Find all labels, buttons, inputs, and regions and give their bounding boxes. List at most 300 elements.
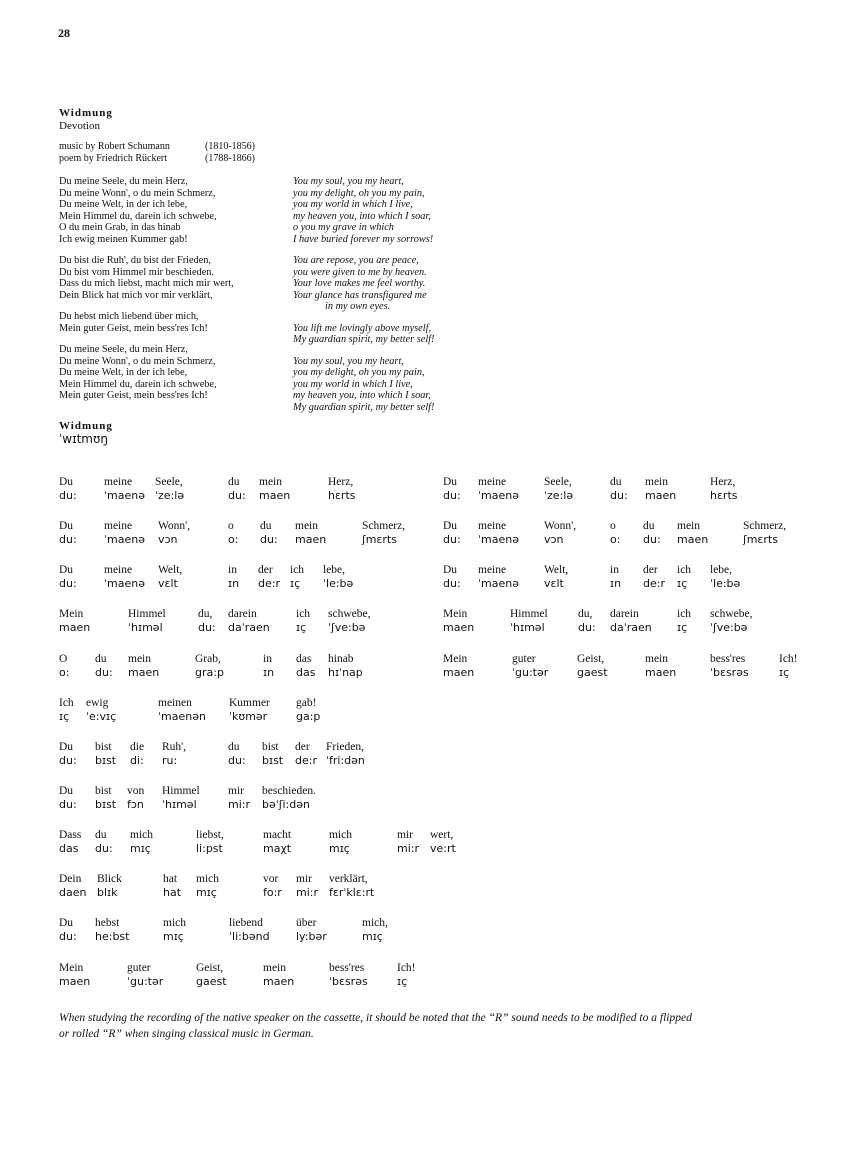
footer-note: When studying the recording of the native speaker on the cassette, it should be noted that the “R” sound needs to be modified to a flipped or rolled “R” when singing classical music in German. [59,1012,692,1040]
phonetic-word [128,653,159,680]
ipa-word: du: [59,798,77,811]
phonetic-word [59,829,81,856]
credit-text: music by Robert Schumann [59,141,170,152]
phonetic-word [329,873,374,900]
ipa-word: ˈgu:tər [127,975,164,988]
ipa-word: du: [228,489,246,502]
german-word: Dass [59,829,82,841]
german-word: du [643,520,655,532]
german-word: gab! [296,697,317,709]
phonetic-word [296,917,327,944]
phonetic-word [59,653,69,680]
german-word: Du [443,564,458,576]
ipa-word: ɪç [779,666,790,679]
phonetic-word [59,608,90,635]
phonetic-word [478,476,519,503]
phonetic-word [228,741,246,768]
german-word: in [228,564,237,576]
german-word: du [260,520,272,532]
ipa-word: du: [198,621,216,634]
phonetic-word [430,829,456,856]
stanza [293,356,434,414]
german-word: ewig [86,697,109,709]
phonetic-word [443,476,461,503]
poem-line: Du hebst mich liebend über mich, [59,311,199,322]
poem-line: My guardian spirit, my better self! [293,334,435,345]
german-word: meine [478,564,507,576]
ipa-word: du: [610,489,628,502]
ipa-word: ɪn [228,577,240,590]
german-word: Kummer [229,697,270,709]
ipa-word: das [296,666,316,679]
poem-line: Mein guter Geist, mein bess'res Ich! [59,322,208,334]
phonetic-word [196,962,227,989]
ipa-word: mɪç [130,842,151,855]
phonetic-word [95,829,113,856]
german-word: der [295,741,310,753]
german-word: Ich! [397,962,416,974]
ipa-word: ˈmaenə [104,489,145,502]
phonetic-word [163,873,181,900]
ipa-word: gaest [196,975,227,988]
poem-line: O du mein Grab, in das hinab [59,222,181,233]
german-word: Du [59,520,74,532]
stanza [293,323,434,346]
phonetic-word [329,962,368,989]
phonetic-word [328,653,363,680]
ipa-word: maen [443,666,475,679]
german-word: Geist, [196,962,224,974]
phonetic-word [229,697,270,724]
phonetic-word [95,785,116,812]
phonetic-word [710,653,749,680]
ipa-word: maen [59,621,91,634]
phonetic-word [645,476,676,503]
ipa-word: ˈkʊmər [229,710,268,723]
phonetic-word [443,608,474,635]
ipa-word: du: [95,666,113,679]
ipa-word: daˈraen [228,621,270,634]
german-word: Welt, [544,564,569,576]
phonetic-word [677,564,691,591]
german-word: du [228,741,240,753]
phonetic-word [228,608,270,635]
german-word: liebst, [196,829,224,841]
ipa-word: ɪç [397,975,408,988]
phonetic-word [478,564,519,591]
poem-line: you my world in which I live, [293,199,413,210]
phonetic-word [743,520,786,547]
phonetic-word [323,564,353,591]
ipa-word: o: [228,533,239,546]
german-word: verklärt, [329,873,368,885]
ipa-word: mi:r [397,842,419,855]
german-word: Himmel [128,608,166,620]
phonetic-word [677,520,708,547]
ipa-word: o: [59,666,70,679]
german-word: hinab [328,653,354,665]
ipa-word: di: [130,754,144,767]
ipa-word: hat [163,886,182,899]
poem-line: You my soul, you my heart, [293,355,404,367]
german-word: du, [198,608,213,620]
poem-line: Du meine Seele, du mein Herz, [59,344,188,355]
phonetic-word [328,608,370,635]
german-word: schwebe, [710,608,753,620]
german-word: mich [196,873,219,885]
phonetic-word [263,962,294,989]
ipa-word: ˈmaenə [104,533,145,546]
german-word: Blick [97,873,122,885]
ipa-word: he:bst [95,930,130,943]
phonetic-word [198,608,216,635]
german-word: meine [104,564,133,576]
german-word: du [95,829,107,841]
ipa-word: ɪn [610,577,622,590]
phonetic-word [228,785,250,812]
poem-line: in my own eyes. [325,301,391,312]
phonetic-word [263,653,274,680]
ipa-word: maen [263,975,295,988]
german-word: der [643,564,658,576]
german-word: darein [610,608,639,620]
phonetic-word [258,564,280,591]
german-word: Dein [59,873,82,885]
ipa-word: maen [645,666,677,679]
german-word: mich [163,917,186,929]
german-word: wert, [430,829,454,841]
german-word: der [258,564,273,576]
phonetic-word [86,697,116,724]
german-word: Welt, [158,564,183,576]
phonetic-header [59,420,113,446]
german-word: vor [263,873,279,885]
german-word: guter [127,962,151,974]
ipa-word: vɛlt [544,577,564,590]
german-word: meine [478,476,507,488]
german-word: bist [262,741,279,753]
ipa-word: o: [610,533,621,546]
poem-line: my heaven you, into which I soar, [293,390,431,401]
german-word: darein [228,608,257,620]
poem-line: Du bist die Ruh', du bist der Frieden, [59,255,212,266]
german-word: lebe, [323,564,346,576]
phonetic-word [158,564,182,591]
german-word: ich [290,564,305,576]
phonetic-word [329,829,352,856]
ipa-word: de:r [643,577,665,590]
ipa-word: vɔn [544,533,564,546]
german-word: Himmel [162,785,200,797]
german-word: mein [677,520,700,532]
german-word: Mein [59,962,84,974]
ipa-word: vɔn [158,533,178,546]
ipa-word: ˈʃve:bə [328,621,366,634]
ipa-word: bɪst [262,754,284,767]
ipa-word: gra:p [195,666,224,679]
ipa-word: ˈbɛsrəs [329,975,368,988]
german-word: Geist, [577,653,605,665]
phonetic-word [544,520,576,547]
poem-line: Du meine Seele, du mein Herz, [59,176,188,187]
phonetic-word [544,476,573,503]
phonetic-word [610,520,620,547]
german-word: bist [95,741,112,753]
poem-line: You my soul, you my heart, [293,176,404,187]
phonetic-word [295,741,317,768]
phonetic-word [296,653,315,680]
ipa-word: blɪk [97,886,118,899]
german-word: Seele, [544,476,572,488]
ipa-word: hɪˈnap [328,666,363,679]
ipa-word: maen [443,621,475,634]
german-word: das [296,653,312,665]
ipa-word: vɛlt [158,577,178,590]
german-word: du, [578,608,593,620]
credit-years: (1810-1856) [205,141,255,152]
german-word: schwebe, [328,608,371,620]
song-title: Widmung [59,107,113,119]
ipa-word: du: [578,621,596,634]
ipa-word: ˈmaenə [104,577,145,590]
ipa-word: ˈmaenə [478,533,519,546]
poem-line: My guardian spirit, my better self! [293,401,435,413]
german-word: Du [443,476,458,488]
german-word: liebend [229,917,263,929]
phonetic-word [59,873,86,900]
ipa-word: ˈze:lə [544,489,574,502]
german-word: O [59,653,68,665]
ipa-word: ɪç [290,577,301,590]
phonetic-word [326,741,365,768]
stanza [59,344,234,402]
ipa-word: ru: [162,754,178,767]
phonetic-word [710,608,752,635]
credit-music [59,141,255,153]
ipa-word: ˈle:bə [710,577,741,590]
ipa-word: ɪç [677,621,688,634]
phonetic-word [263,873,282,900]
german-word: mein [295,520,318,532]
german-word: mein [259,476,282,488]
poem-line: Ich ewig meinen Kummer gab! [59,233,188,245]
ipa-word: ˈmaenə [478,577,519,590]
ipa-word: mɪç [329,842,350,855]
song-header [59,107,113,133]
phonetic-word [158,697,206,724]
german-word: meine [104,520,133,532]
poem-line: Dass du mich liebst, macht mich mir wert, [59,278,234,289]
german-word: Grab, [195,653,221,665]
phonetic-word [578,608,596,635]
phonetic-word [645,653,676,680]
poem-line: you my delight, oh you my pain, [293,187,425,199]
phonetic-word [710,476,737,503]
phonetic-word [577,653,608,680]
german-word: Wonn', [158,520,191,532]
phonetic-word [128,608,166,635]
phonetic-word [155,476,184,503]
phonetic-word [443,520,461,547]
german-word: guter [512,653,536,665]
german-word: ich [677,564,692,576]
ipa-word: du: [59,577,77,590]
phonetic-word [228,564,239,591]
german-word: Ich! [779,653,798,665]
german-word: Mein [443,653,468,665]
song-subtitle: Devotion [59,120,100,132]
german-word: Himmel [510,608,548,620]
ipa-word: fɔn [127,798,144,811]
phonetic-word [263,829,291,856]
phonetic-word [130,741,144,768]
ipa-word: gaest [577,666,608,679]
phonetic-word [229,917,270,944]
phonetic-title: Widmung [59,420,113,432]
poem-line: I have buried forever my sorrows! [293,233,434,245]
ipa-word: du: [260,533,278,546]
german-word: die [130,741,145,753]
stanza [293,255,434,313]
phonetic-word [195,653,224,680]
poem-line: Your love makes me feel worthy. [293,278,426,289]
german-word: Mein [443,608,468,620]
phonetic-word [59,741,77,768]
german-word: mich [130,829,153,841]
ipa-word: du: [443,577,461,590]
german-word: meine [104,476,133,488]
ipa-word: ˈmaenə [478,489,519,502]
german-word: du [228,476,240,488]
german-word: Schmerz, [362,520,406,532]
phonetic-word [259,476,290,503]
german-word: hebst [95,917,120,929]
phonetic-word [196,873,219,900]
phonetic-word [710,564,740,591]
stanza [59,311,234,334]
ipa-word: mi:r [296,886,318,899]
german-word: mir [397,829,413,841]
german-word: Herz, [328,476,354,488]
german-word: in [263,653,272,665]
poem-german [59,176,234,412]
german-word: hat [163,873,178,885]
german-word: ich [296,608,311,620]
phonetic-word [610,476,628,503]
poem-line: Dein Blick hat mich vor mir verklärt, [59,289,213,301]
german-word: Du [59,476,74,488]
phonetic-word [296,697,320,724]
ipa-word: ɪç [59,710,70,723]
ipa-word: hɛrts [710,489,738,502]
ipa-word: du: [59,930,77,943]
ipa-word: ly:bər [296,930,327,943]
phonetic-word [158,520,190,547]
ipa-word: daen [59,886,87,899]
phonetic-word [544,564,568,591]
ipa-word: ˈle:bə [323,577,354,590]
ipa-word: maen [295,533,327,546]
german-word: bist [95,785,112,797]
ipa-word: ɪn [263,666,275,679]
phonetic-word [104,520,145,547]
ipa-word: mɪç [362,930,383,943]
ipa-word: fo:r [263,886,282,899]
phonetic-word [228,476,246,503]
ipa-word: ˈmaenən [158,710,206,723]
ipa-word: maen [128,666,160,679]
poem-line: my heaven you, into which I soar, [293,210,431,222]
stanza [59,255,234,301]
phonetic-word [397,962,416,989]
phonetic-word [295,520,326,547]
poem-line: Mein Himmel du, darein ich schwebe, [59,378,217,390]
german-word: du [95,653,107,665]
ipa-word: hɛrts [328,489,356,502]
ipa-word: ʃmɛrts [362,533,397,546]
german-word: lebe, [710,564,733,576]
german-word: o [228,520,234,532]
ipa-word: ˈli:bənd [229,930,270,943]
phonetic-word [610,608,652,635]
ipa-word: maen [677,533,709,546]
phonetic-word [510,608,548,635]
poem-line: o you my grave in which [293,222,394,233]
german-word: über [296,917,317,929]
german-word: bess'res [329,962,365,974]
phonetic-word [290,564,304,591]
poem-line: You lift me lovingly above myself, [293,322,432,334]
stanza [59,176,234,245]
ipa-word: mi:r [228,798,250,811]
phonetic-word [643,564,665,591]
german-word: Du [443,520,458,532]
poem-line: You are repose, you are peace, [293,255,419,266]
phonetic-word [95,917,129,944]
ipa-word: de:r [258,577,280,590]
ipa-word: li:pst [196,842,223,855]
phonetic-word [296,608,310,635]
ipa-word: du: [643,533,661,546]
page-number: 28 [58,26,70,40]
german-word: mein [263,962,286,974]
ipa-word: fɛrˈklɛ:rt [329,886,375,899]
phonetic-word [59,520,77,547]
german-word: bess'res [710,653,746,665]
german-word: mich [329,829,352,841]
ipa-word: ˈʃve:bə [710,621,748,634]
phonetic-word [296,873,318,900]
poem-line: Du bist vom Himmel mir beschieden. [59,266,215,278]
phonetic-word [97,873,122,900]
poem-line: you my delight, oh you my pain, [293,367,425,378]
phonetic-word [643,520,661,547]
ipa-word: du: [59,533,77,546]
phonetic-word [59,917,77,944]
german-word: du [610,476,622,488]
german-word: Seele, [155,476,183,488]
credits [59,141,255,165]
phonetic-word [362,520,405,547]
phonetic-word [163,917,186,944]
poem-line: Du meine Wonn', o du mein Schmerz, [59,355,216,367]
german-word: Ich [59,697,74,709]
poem-line: Du meine Welt, in der ich lebe, [59,367,188,378]
phonetic-word [362,917,388,944]
ipa-word: bɪst [95,754,117,767]
german-word: mein [645,476,668,488]
phonetic-word [262,741,283,768]
